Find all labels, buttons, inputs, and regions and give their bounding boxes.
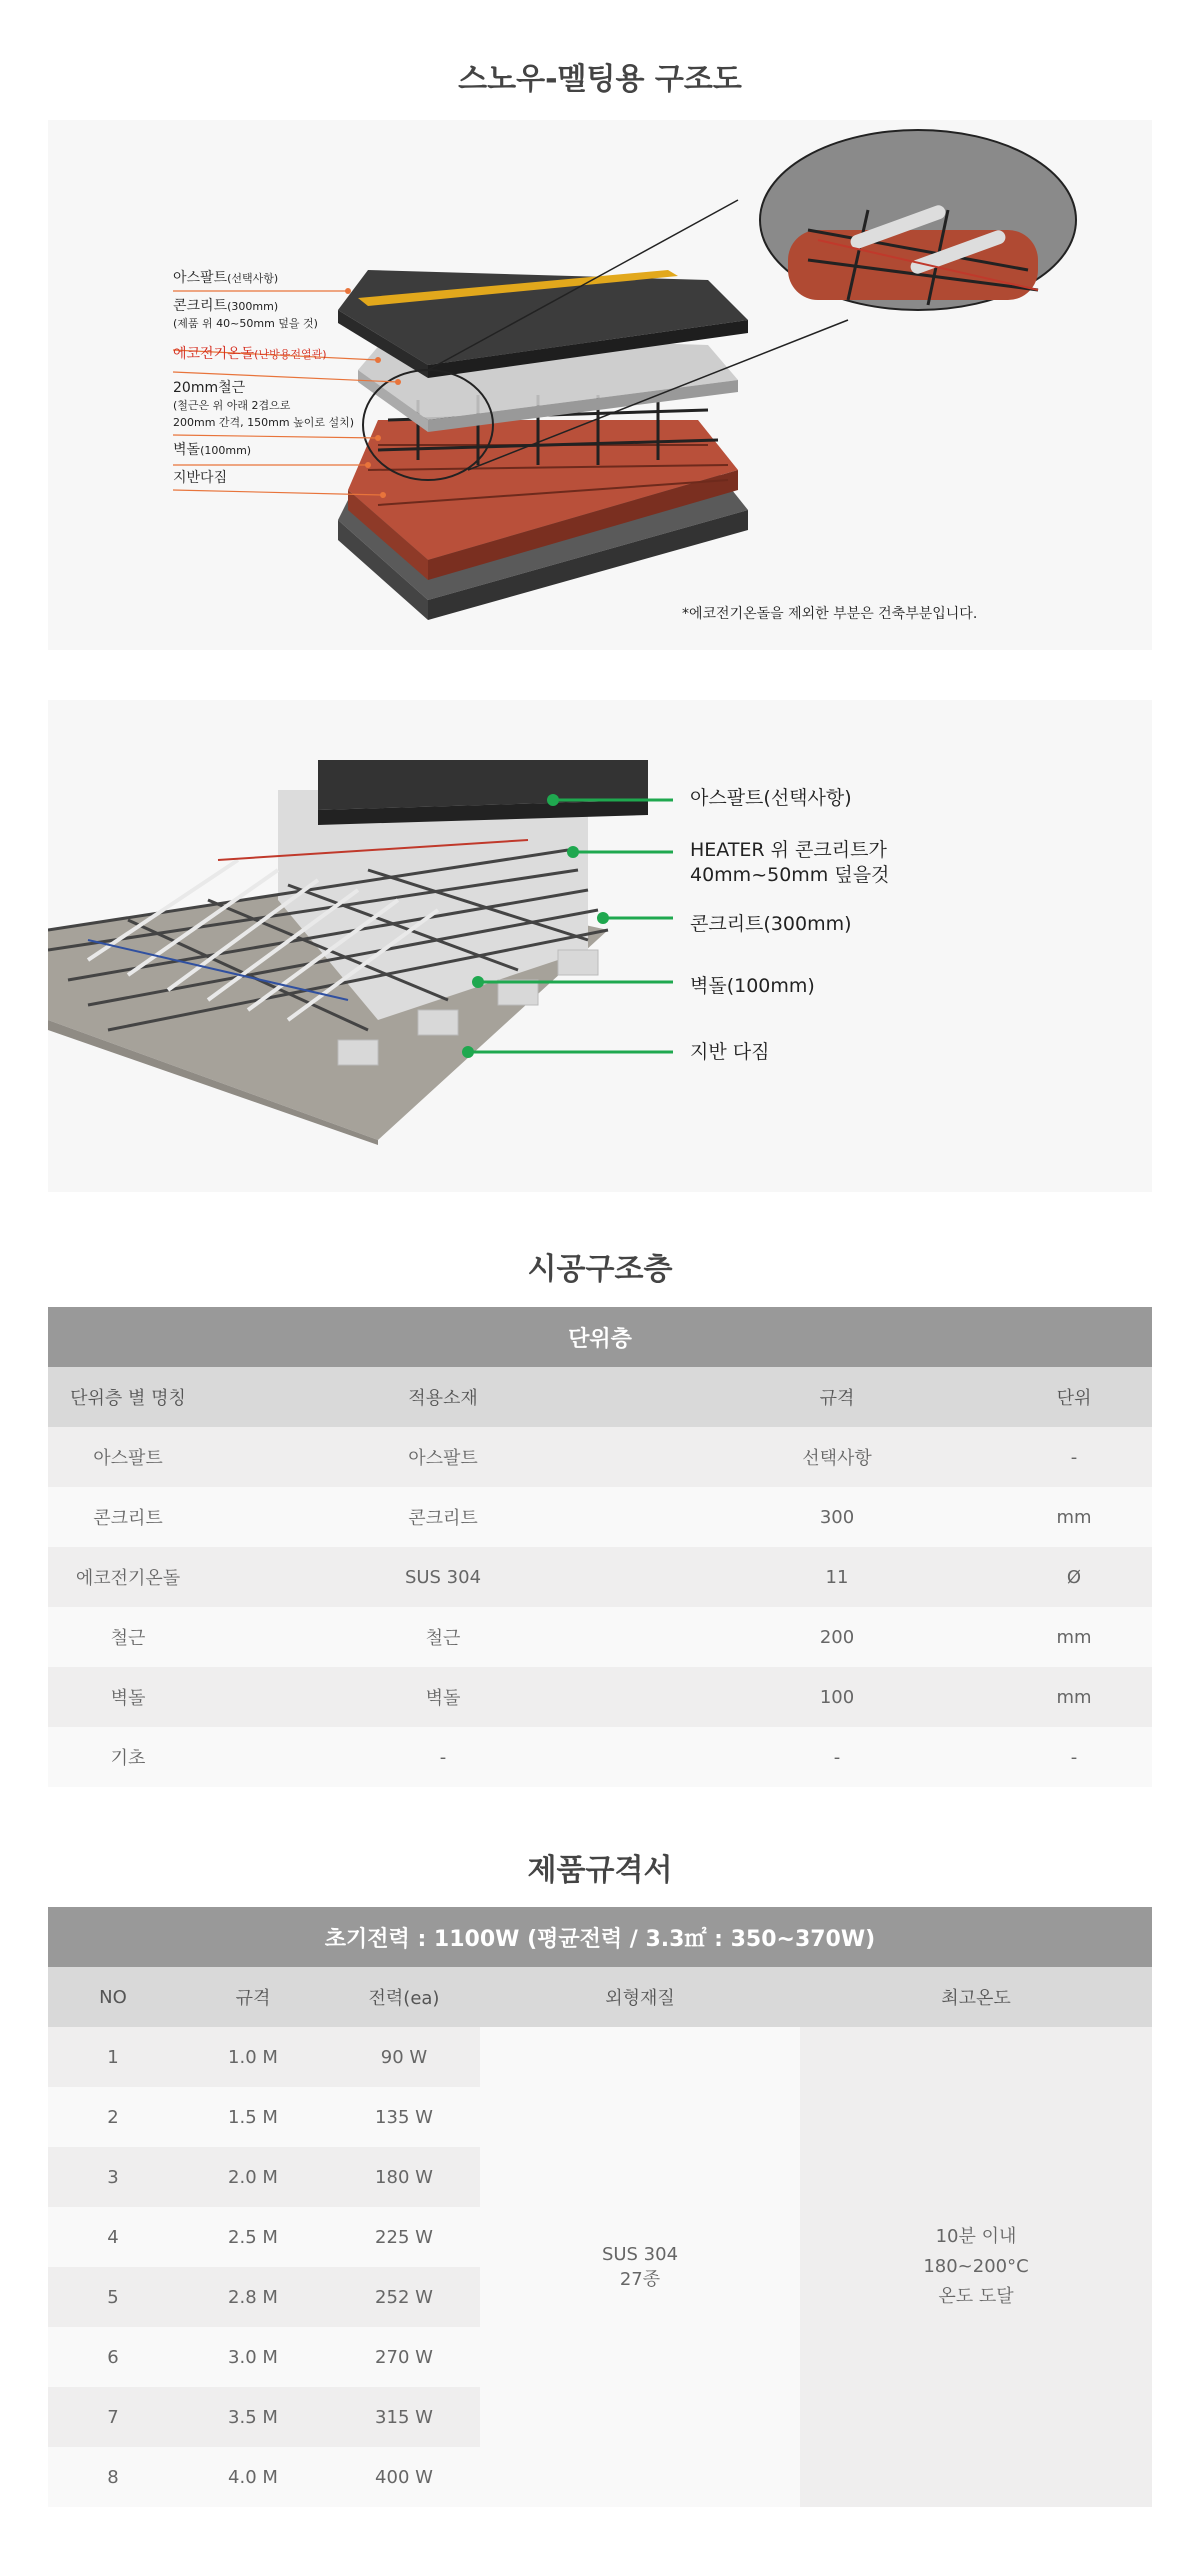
table-row — [48, 1487, 1152, 1547]
product-spec-title: 제품규격서 — [527, 1853, 673, 1888]
table-cell: 315 W — [328, 2387, 480, 2447]
column-header: 규격 — [178, 1967, 328, 2027]
table-row — [48, 1667, 1152, 1727]
table-cell: 2.5 M — [178, 2207, 328, 2267]
table-cell: 벽돌 — [48, 1667, 208, 1727]
table-cell: 6 — [48, 2327, 178, 2387]
table-cell: 3.5 M — [178, 2387, 328, 2447]
structure-title: 스노우-멜팅용 구조도 — [458, 62, 742, 97]
table-cell: 3.0 M — [178, 2327, 328, 2387]
table-cell: 에코전기온돌 — [48, 1547, 208, 1607]
table-cell: 철근 — [208, 1607, 678, 1667]
label-ground: 지반다짐 — [173, 470, 228, 486]
column-header: NO — [48, 1967, 178, 2027]
table-cell: 벽돌 — [208, 1667, 678, 1727]
table-cell: 아스팔트 — [208, 1427, 678, 1487]
callout-concrete: 콘크리트(300mm) — [690, 913, 852, 935]
product-spec-table — [48, 1907, 1152, 2507]
table-cell: 4 — [48, 2207, 178, 2267]
table-cell: 아스팔트 — [48, 1427, 208, 1487]
table-cell: 2.0 M — [178, 2147, 328, 2207]
table-cell: 200 — [678, 1607, 996, 1667]
table-cell: mm — [996, 1607, 1152, 1667]
table-cell: 2 — [48, 2087, 178, 2147]
table-cell: 선택사항 — [678, 1427, 996, 1487]
table-cell: 270 W — [328, 2327, 480, 2387]
table-cell: 300 — [678, 1487, 996, 1547]
column-header: 단위 — [996, 1367, 1152, 1427]
table-cell: 90 W — [328, 2027, 480, 2087]
table-cell: 100 — [678, 1667, 996, 1727]
column-header: 적용소재 — [208, 1367, 678, 1427]
table-cell: mm — [996, 1667, 1152, 1727]
table-cell: 11 — [678, 1547, 996, 1607]
table-cell: 252 W — [328, 2267, 480, 2327]
table-cell: 기초 — [48, 1727, 208, 1787]
footnote: *에코전기온돌을 제외한 부분은 건축부분입니다. — [682, 606, 978, 622]
table-cell: 180 W — [328, 2147, 480, 2207]
table-cell: 3 — [48, 2147, 178, 2207]
table-cell: 1.0 M — [178, 2027, 328, 2087]
table-header: 단위층 — [48, 1307, 1152, 1367]
callout-ground: 지반 다짐 — [690, 1041, 770, 1063]
table-cell: 7 — [48, 2387, 178, 2447]
table-cell: 콘크리트 — [48, 1487, 208, 1547]
table-row — [48, 1607, 1152, 1667]
table-cell: 2.8 M — [178, 2267, 328, 2327]
table-cell: - — [208, 1727, 678, 1787]
table-cell: 1.5 M — [178, 2087, 328, 2147]
label-concrete: 콘크리트(300mm) (제품 위 40~50mm 덮을 것) — [173, 298, 318, 330]
table-cell: 콘크리트 — [208, 1487, 678, 1547]
table-row — [48, 1427, 1152, 1487]
max-temp-cell: 10분 이내 180~200°C 온도 도달 — [800, 2027, 1152, 2507]
table-row — [48, 1547, 1152, 1607]
column-header: 최고온도 — [800, 1967, 1152, 2027]
installation-illustration — [48, 700, 1152, 1192]
table-cell: Ø — [996, 1547, 1152, 1607]
installation-diagram-panel — [48, 700, 1152, 1192]
label-eco-heater: 에코전기온돌(난방용전열관) — [173, 346, 327, 362]
table-cell: - — [996, 1727, 1152, 1787]
table-cell: 400 W — [328, 2447, 480, 2507]
label-asphalt: 아스팔트(선택사항) — [173, 270, 279, 286]
structure-diagram-panel — [48, 120, 1152, 650]
label-rebar: 20mm철근 (철근은 위 아래 2겹으로 200mm 간격, 150mm 높이로 설치) — [173, 380, 355, 429]
table-header: 초기전력 : 1100W (평균전력 / 3.3㎡ : 350~370W) — [48, 1907, 1152, 1967]
construction-layers-table — [48, 1307, 1152, 1787]
table-cell: 225 W — [328, 2207, 480, 2267]
table-cell: SUS 304 — [208, 1547, 678, 1607]
table-cell: 4.0 M — [178, 2447, 328, 2507]
column-header: 규격 — [678, 1367, 996, 1427]
material-cell: SUS 304 27종 — [480, 2027, 800, 2507]
table-cell: 5 — [48, 2267, 178, 2327]
table-cell: - — [678, 1727, 996, 1787]
column-header: 단위층 별 명칭 — [48, 1367, 208, 1427]
label-brick: 벽돌(100mm) — [173, 442, 252, 458]
column-header: 전력(ea) — [328, 1967, 480, 2027]
table-cell: - — [996, 1427, 1152, 1487]
table-row — [48, 2027, 1152, 2087]
column-header: 외형재질 — [480, 1967, 800, 2027]
table-cell: 8 — [48, 2447, 178, 2507]
callout-asphalt: 아스팔트(선택사항) — [690, 787, 852, 809]
construction-layers-title: 시공구조층 — [527, 1252, 673, 1287]
table-row — [48, 1727, 1152, 1787]
callout-heater: HEATER 위 콘크리트가 40mm~50mm 덮을것 — [690, 839, 890, 886]
table-cell: mm — [996, 1487, 1152, 1547]
table-cell: 1 — [48, 2027, 178, 2087]
table-cell: 135 W — [328, 2087, 480, 2147]
table-cell: 철근 — [48, 1607, 208, 1667]
callout-brick: 벽돌(100mm) — [690, 975, 815, 997]
